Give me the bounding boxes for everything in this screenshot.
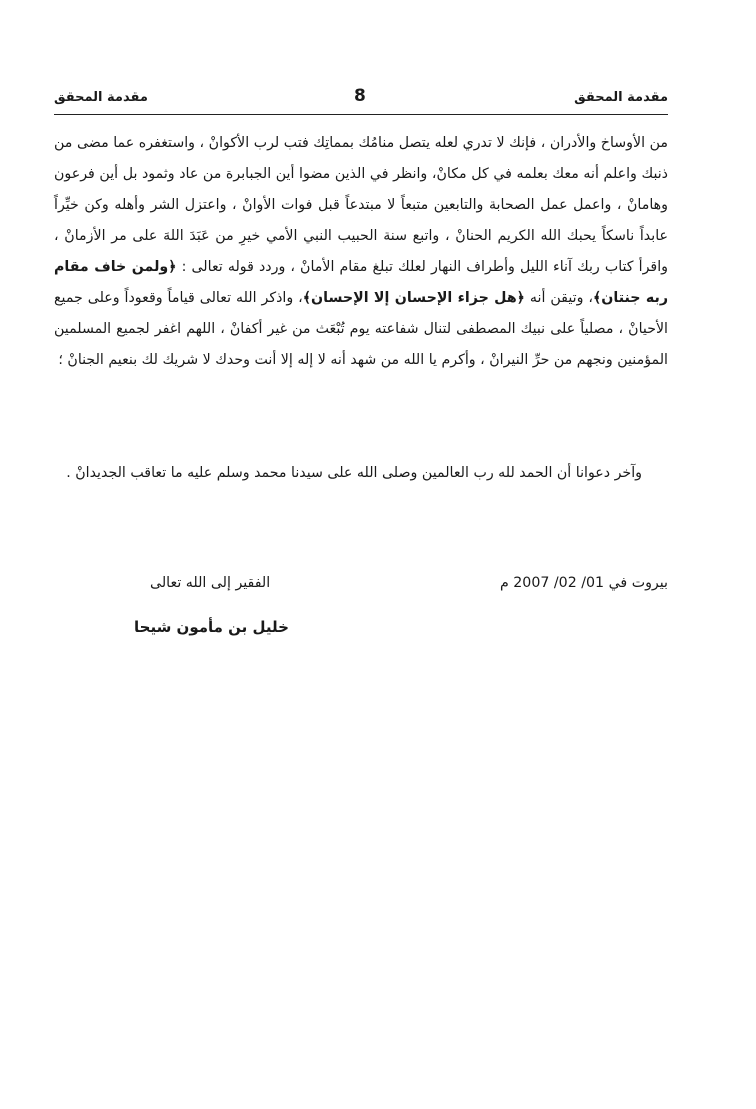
place-and-date: بيروت في 01/ 02/ 2007 م <box>499 575 668 591</box>
paragraph-text-part-2: ، وتيقن أنه <box>524 290 593 306</box>
header-section-title-left: مقدمة المحقق <box>54 90 148 105</box>
quran-quote-1: ﴿ولمن خاف مقام ربه جنتان﴾ <box>54 259 668 306</box>
header-section-title-right: مقدمة المحقق <box>574 90 668 105</box>
signature-humble-line: الفقير إلى الله تعالى <box>150 575 271 591</box>
quran-quote-2: ﴿هل جزاء الإحسان إلا الإحسان﴾ <box>302 290 525 306</box>
header-divider <box>54 114 668 115</box>
author-name: خليل بن مأمون شيحا <box>134 618 289 636</box>
running-header <box>54 86 668 112</box>
closing-paragraph: وآخر دعوانا أن الحمد لله رب العالمين وصلى الله على سيدنا محمد وسلم عليه ما تعاقب الجديدانْ . <box>66 465 642 481</box>
main-paragraph <box>54 128 668 376</box>
page-number: 8 <box>354 86 366 106</box>
paragraph-text-part-3: ، واذكر الله تعالى قياماً وقعوداً وعلى جميع الأحيانْ ، مصلياً على نبيك المصطفى لتنال شفاعته يوم تُبْعَث من غير أكفانْ ، اللهم اغفر لجميع المسلمين المؤمنين ونجهم من حرِّ النيرانْ ، وأكرم يا الله من شهد أنه لا إله إلا أنت وحدك لا شريك لك بنعيم الجنانْ ؛ <box>54 290 668 368</box>
paragraph-text-part-1: من الأوساخ والأدران ، فإنك لا تدري لعله يتصل منامُك بمماتِك فتب لرب الأكوانْ ، واستغفره عما مضى من ذنبك واعلم أنه معك بعلمه في كل مكانْ، وانظر في الذين مضوا أين الجبابرة من عاد وثمود بل أين فرعون وهامانْ ، واعمل عمل الصحابة والتابعين متبعاً لا مبتدعاً قبل فوات الأوانْ ، واعتزل الشر وأهله وكن خيِّراً عابداً ناسكاً يحبك الله الكريم الحنانْ ، واتبع سنة الحبيب النبي الأمي خيرِ من عَبَدَ اللهَ على مر الأزمانْ ، واقرأ كتاب ربك آناء الليل وأطراف النهار لعلك تبلغ مقام الأمانْ ، وردد قوله تعالى : <box>54 135 668 275</box>
